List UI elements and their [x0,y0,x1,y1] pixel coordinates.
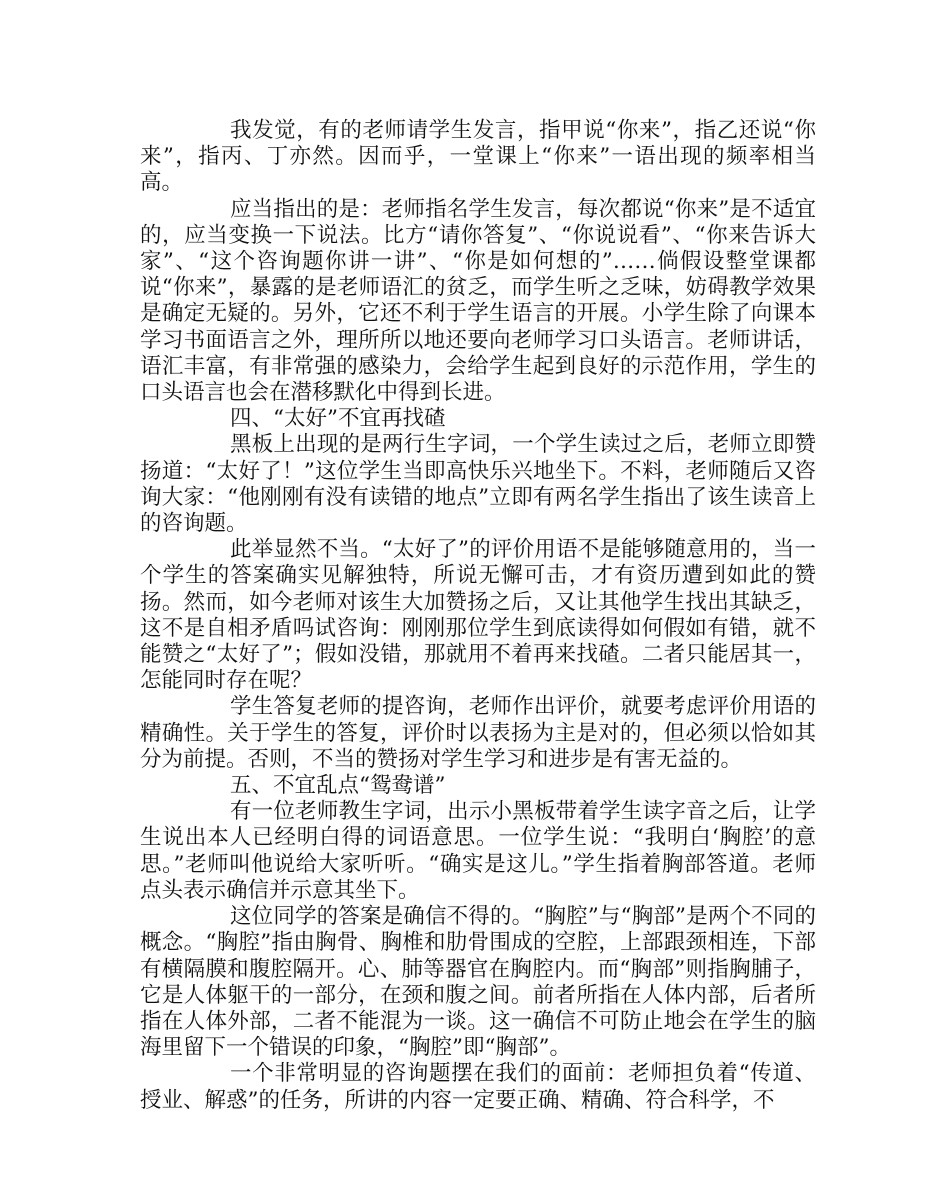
paragraph-4: 此举显然不当。“太好了”的评价用语不是能够随意用的，当一个学生的答案确实见解独特，所说无懈可击，才有资历遭到如此的赞扬。然而，如今老师对该生大加赞扬之后，又让其他学生找出其缺乏，这不是自相矛盾吗试咨询：刚刚那位学生到底读得如何假如有错，就不能赞之“太好了”；假如没错，那就用不着再来找碴。二者只能居其一，怎能同时存在呢？ [140,537,816,694]
paragraph-2: 应当指出的是：老师指名学生发言，每次都说“你来”是不适宜的，应当变换一下说法。比方“请你答复”、“你说说看”、“你来告诉大家”、“这个咨询题你讲一讲”、“你是如何想的”……倘假设整堂课都说“你来”，暴露的是老师语汇的贫乏，而学生听之乏味，妨碍教学效果是确定无疑的。另外，它还不利于学生语言的开展。小学生除了向课本学习书面语言之外，理所所以地还要向老师学习口头语言。老师讲话，语汇丰富，有非常强的感染力，会给学生起到良好的示范作用，学生的口头语言也会在潜移默化中得到长进。 [140,196,816,406]
paragraph-6: 有一位老师教生字词，出示小黑板带着学生读字音之后，让学生说出本人已经明白得的词语意思。一位学生说：“我明白‘胸腔’的意思。”老师叫他说给大家听听。“确实是这儿。”学生指着胸部答道。老师点头表示确信并示意其坐下。 [140,799,816,903]
paragraph-5: 学生答复老师的提咨询，老师作出评价，就要考虑评价用语的精确性。关于学生的答复，评价时以表扬为主是对的，但必须以恰如其分为前提。否则，不当的赞扬对学生学习和进步是有害无益的。 [140,694,816,772]
paragraph-7: 这位同学的答案是确信不得的。“胸腔”与“胸部”是两个不同的概念。“胸腔”指由胸骨、胸椎和肋骨围成的空腔，上部跟颈相连，下部有横隔膜和腹腔隔开。心、肺等器官在胸腔内。而“胸部”则指胸脯子，它是人体躯干的一部分，在颈和腹之间。前者所指在人体内部，后者所指在人体外部，二者不能混为一谈。这一确信不可防止地会在学生的脑海里留下一个错误的印象，“胸腔”即“胸部”。 [140,904,816,1061]
body-text [140,118,816,1114]
section-heading-5: 五、不宜乱点“鸳鸯谱” [230,773,446,799]
paragraph-8: 一个非常明显的咨询题摆在我们的面前：老师担负着“传道、授业、解惑”的任务，所讲的内容一定要正确、精确、符合科学，不 [140,1061,816,1113]
paragraph-1: 我发觉，有的老师请学生发言，指甲说“你来”，指乙还说“你来”，指丙、丁亦然。因而乎，一堂课上“你来”一语出现的频率相当高。 [140,118,816,196]
paragraph-3: 黑板上出现的是两行生字词，一个学生读过之后，老师立即赞扬道：“太好了！”这位学生当即高快乐兴地坐下。不料，老师随后又咨询大家：“他刚刚有没有读错的地点”立即有两名学生指出了该生读音上的咨询题。 [140,432,816,537]
section-heading-4: 四、“太好”不宜再找碴 [230,406,446,432]
